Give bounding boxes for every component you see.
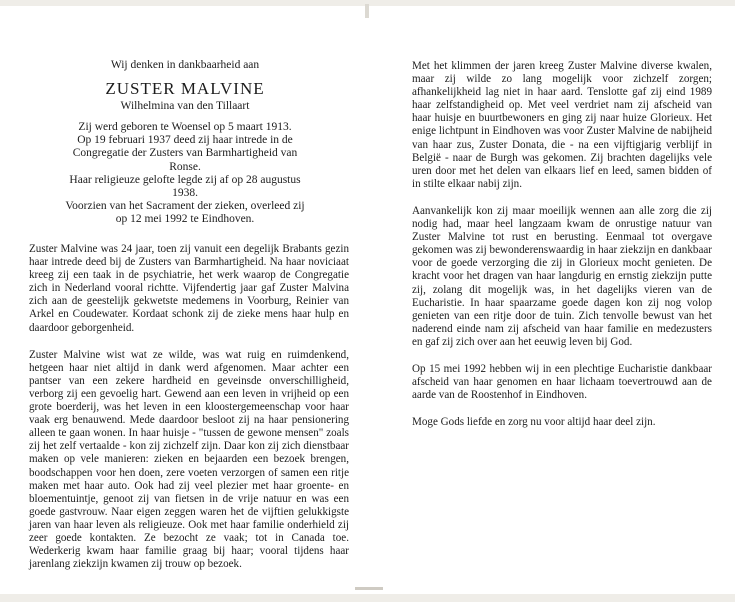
fact-line: Op 19 februari 1937 deed zij haar intrede in de <box>77 134 293 147</box>
paragraph: Op 15 mei 1992 hebben wij in een plechtige Eucharistie dankbaar afscheid van haar genomen en haar lichaam toevertrouwd aan de aarde van de Roostenhof in Eindhoven. <box>412 362 712 402</box>
left-body-text <box>29 243 349 571</box>
right-body-text <box>412 60 712 429</box>
paragraph: Aanvankelijk kon zij maar moeilijk wennen aan alle zorg die zij nodig had, maar heel langzaam kwam de onrustige natuur van Zuster Malvine tot rust en berusting. Eenmaal tot overgave gekomen was zij bewonderenswaardig in haar ziekzijn en dankbaar voor de goede verzorging die zij in Glorieux mocht genieten. De kracht voor het dragen van haar langdurig en ernstig ziekzijn putte zij, zolang dit mogelijk was, in het dagelijks vieren van de Eucharistie. In haar spaarzame goede dagen kon zij nog volop genieten van een ritje door de tuin. Zich tenvolle bewust van het naderend einde nam zij afscheid van haar familie en medezusters en gaf zij zich over aan het eeuwig leven bij God. <box>412 204 712 348</box>
card-bottom-edge <box>0 594 735 602</box>
intro-line: Wij denken in dankbaarheid aan <box>110 59 260 71</box>
fact-line: Zij werd geboren te Woensel op 5 maart 1913. <box>78 121 292 133</box>
biographical-facts <box>60 121 310 227</box>
closing-prayer: Moge Gods liefde en zorg nu voor altijd haar deel zijn. <box>412 416 656 429</box>
memorial-header <box>60 58 310 227</box>
paragraph: Zuster Malvine was 24 jaar, toen zij vanuit een degelijk Brabants gezin haar intrede deed bij de Zusters van Barmhartigheid. Na haar noviciaat kreeg zij een taak in de psychiatrie, het werk waarop de Congregatie zich in Nederland vooral richtte. Vijfendertig jaar gaf Zuster Malvina zich aan de geestelijk gekwetste medemens in Voorburg, Reinier van Arkel en Coudewater. Kordaat schonk zij de zieke mens haar hulp en daardoor geborgenheid. <box>29 243 349 334</box>
deceased-name: ZUSTER MALVINE <box>105 79 265 98</box>
fact-line: Haar religieuze gelofte legde zij af op 28 augustus 1938. <box>69 173 301 200</box>
paragraph: Met het klimmen der jaren kreeg Zuster Malvine diverse kwalen, maar zij wilde zo lang mogelijk voor zichzelf zorgen; afhankelijkheid lag niet in haar aard. Tenslotte gaf zij eind 1989 haar zelfstandigheid op. Met veel verdriet nam zij afscheid van haar huisje en buurtbewoners en ging zij naar huize Glorieux. Het enige lichtpunt in Eindhoven was voor Zuster Malvine de nabijheid van haar zus, Zuster Donata, die - na een vijftigjarig verblijf in België - naar de Burgh was gekomen. Zij brachten dagelijks vele uren door met het delen van elkaars lief en leed, samen bidden of in stilte elkaar nabij zijn. <box>412 60 712 190</box>
paragraph: Zuster Malvine wist wat ze wilde, was wat ruig en ruimdenkend, hetgeen haar niet altijd in dank werd afgenomen. Maar achter een pantser van een zekere hardheid en geveinsde onverschilligheid, verborg zij een gevoelig hart. Gewend aan een leven in vrijheid op een grote boerderij, was het leven in een kloostergemeenschap voor haar vaak erg benauwend. Mede daardoor besloot zij na haar pensionering alleen te gaan wonen. In haar huisje - "tussen de gewone mensen" zoals zij het zelf vertaalde - kon zij zichzelf zijn. Daar kon zij zich dienstbaar maken op vele manieren: zieken en bejaarden een bezoek brengen, boodschappen voor hen doen, zere voeten verzorgen of samen een ritje maken met haar auto. Ook had zij veel plezier met haar groente- en bloementuintje, genoot zij van fietsen in de vrije natuur en was een goede gastvrouw. Naar eigen zeggen waren het de vijftien gelukkigste jaren van haar leven als religieuze. Ook met haar familie onderhield zij zeer goede kontakten. Ze bezocht ze vaak; tot in Canada toe. Wederkerig kwam haar familie graag bij haar; vooral tijdens haar jarenlang ziekzijn kwamen zij trouw op bezoek. <box>29 348 349 571</box>
birth-name: Wilhelmina van den Tillaart <box>120 100 250 112</box>
fact-line: op 12 mei 1992 te Eindhoven. <box>115 213 255 226</box>
fact-line: Congregatie der Zusters van Barmhartigheid van Ronse. <box>72 147 298 173</box>
right-page <box>367 0 735 602</box>
fold-mark-bottom <box>355 587 383 590</box>
left-page <box>0 0 367 602</box>
fact-line: Voorzien van het Sacrament der zieken, overleed zij <box>65 200 305 213</box>
